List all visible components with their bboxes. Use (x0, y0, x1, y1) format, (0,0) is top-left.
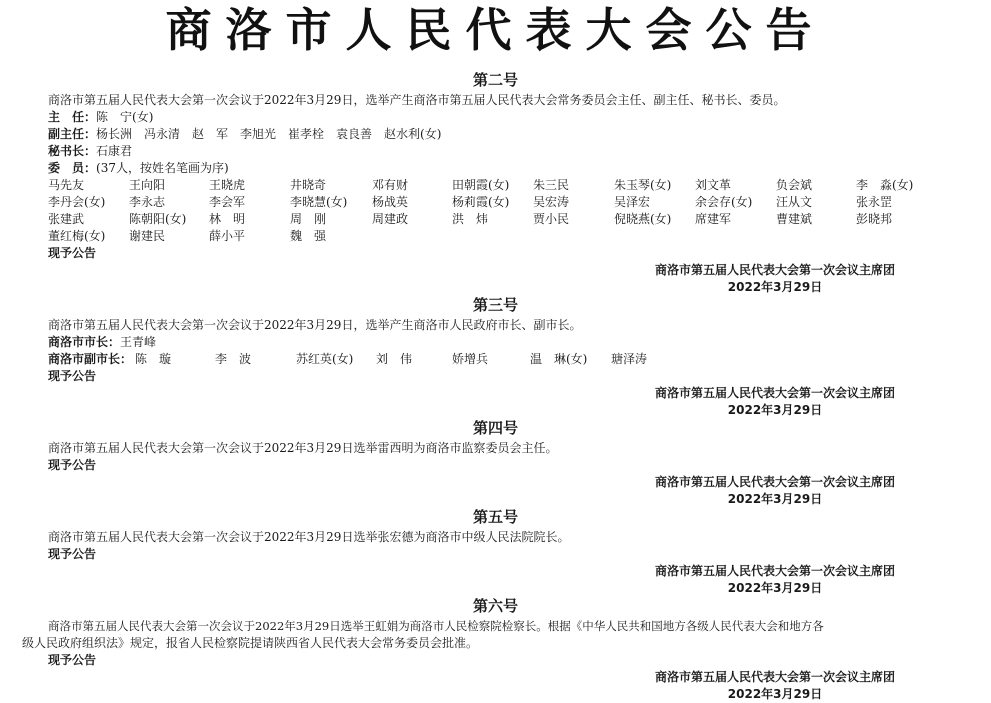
section-5-body: 商洛市第五届人民代表大会第一次会议于2022年3月29日选举张宏德为商洛市中级人民法院院长。 (48, 530, 570, 544)
member-name: 杨莉霞(女) (452, 195, 510, 209)
member-name: 李会军 (209, 195, 246, 209)
section-6-number: 第六号 (472, 597, 518, 615)
section-3-body: 商洛市第五届人民代表大会第一次会议于2022年3月29日，选举产生商洛市人民政府市长、副市长。 (48, 318, 582, 332)
section-2-date: 2022年3月29日 (727, 280, 823, 294)
member-name: 井晓奇 (290, 178, 327, 192)
section-3-number: 第三号 (472, 296, 518, 314)
member-name: 田朝霞(女) (452, 178, 510, 192)
members-count: (37人，按姓名笔画为序) (96, 161, 229, 175)
deputy-director-label: 副主任： (48, 127, 97, 141)
section-3-signer: 商洛市第五届人民代表大会第一次会议主席团 (654, 386, 895, 400)
member-name: 周建政 (372, 212, 409, 226)
section-6-body-line2: 级人民政府组织法》规定，报省人民检察院提请陕西省人民代表大会常务委员会批准。 (22, 636, 479, 650)
member-name: 吴泽宏 (614, 195, 651, 209)
secretary-general-label: 秘书长： (48, 144, 97, 158)
section-5-notice: 现予公告 (48, 547, 97, 561)
vice-mayor-label: 商洛市副市长： (48, 352, 133, 366)
section-3-date: 2022年3月29日 (727, 403, 823, 417)
member-name: 朱玉琴(女) (614, 178, 672, 192)
member-name: 贾小民 (533, 212, 570, 226)
section-2-number: 第二号 (472, 71, 518, 89)
section-4-date: 2022年3月29日 (727, 492, 823, 506)
section-4-notice: 现予公告 (48, 458, 97, 472)
member-name: 薛小平 (209, 229, 246, 243)
secretary-general-line (48, 143, 132, 160)
section-2-body: 商洛市第五届人民代表大会第一次会议于2022年3月29日，选举产生商洛市第五届人民代表大会常务委员会主任、副主任、秘书长、委员。 (48, 93, 786, 107)
section-3-notice: 现予公告 (48, 369, 97, 383)
deputy-director-line (48, 126, 441, 143)
member-name: 彭晓邦 (856, 212, 893, 226)
member-name: 李 淼(女) (856, 178, 914, 192)
mayor-line (48, 334, 156, 351)
member-name: 余会存(女) (695, 195, 753, 209)
member-name: 陈朝阳(女) (129, 212, 187, 226)
mayor-name: 王青峰 (120, 335, 157, 349)
vice-mayor-name: 瑭泽涛 (611, 352, 648, 366)
director-label: 主 任： (48, 110, 97, 124)
member-name: 李丹会(女) (48, 195, 106, 209)
section-5-signer: 商洛市第五届人民代表大会第一次会议主席团 (654, 564, 895, 578)
section-2-signer: 商洛市第五届人民代表大会第一次会议主席团 (654, 263, 895, 277)
section-4-number: 第四号 (472, 419, 518, 437)
section-6-date: 2022年3月29日 (727, 687, 823, 701)
member-name: 马先友 (48, 178, 85, 192)
member-name: 洪 炜 (452, 212, 489, 226)
member-name: 周 刚 (290, 212, 327, 226)
section-6-signer: 商洛市第五届人民代表大会第一次会议主席团 (654, 670, 895, 684)
member-name: 吴宏涛 (533, 195, 570, 209)
member-name: 李晓慧(女) (290, 195, 348, 209)
member-name: 曹建斌 (776, 212, 813, 226)
section-4-body: 商洛市第五届人民代表大会第一次会议于2022年3月29日选举雷西明为商洛市监察委员会主任。 (48, 441, 558, 455)
section-5-number: 第五号 (472, 508, 518, 526)
section-2-notice: 现予公告 (48, 246, 97, 260)
member-name: 倪晓燕(女) (614, 212, 672, 226)
member-name: 王向阳 (129, 178, 166, 192)
member-name: 王晓虎 (209, 178, 246, 192)
vice-mayor-name: 陈 璇 (135, 352, 172, 366)
member-name: 林 明 (209, 212, 246, 226)
vice-mayor-name: 李 波 (215, 352, 252, 366)
mayor-label: 商洛市市长： (48, 335, 121, 349)
vice-mayor-name: 苏红英(女) (296, 352, 354, 366)
member-name: 魏 强 (290, 229, 327, 243)
member-name: 邓有财 (372, 178, 409, 192)
member-name: 李永志 (129, 195, 166, 209)
member-name: 张建武 (48, 212, 85, 226)
section-4-signer: 商洛市第五届人民代表大会第一次会议主席团 (654, 475, 895, 489)
vice-mayor-name: 刘 伟 (376, 352, 413, 366)
vice-mayor-name: 温 琳(女) (530, 352, 588, 366)
members-line (48, 160, 229, 177)
member-name: 谢建民 (129, 229, 166, 243)
section-6-notice: 现予公告 (48, 653, 97, 667)
section-5-date: 2022年3月29日 (727, 581, 823, 595)
member-name: 刘文革 (695, 178, 732, 192)
member-name: 朱三民 (533, 178, 570, 192)
member-name: 董红梅(女) (48, 229, 106, 243)
members-label: 委 员： (48, 161, 97, 175)
member-name: 杨战英 (372, 195, 409, 209)
page-title: 商洛市人民代表大会公告 (165, 3, 826, 57)
director-line (48, 109, 153, 126)
member-name: 席建军 (695, 212, 732, 226)
director-value: 陈 宁(女) (96, 110, 154, 124)
member-name: 张永罡 (856, 195, 893, 209)
vice-mayor-name: 娇增兵 (452, 352, 489, 366)
member-name: 汪从文 (776, 195, 813, 209)
secretary-general-value: 石康君 (96, 144, 133, 158)
section-6-body-line1: 商洛市第五届人民代表大会第一次会议于2022年3月29日选举王虹娟为商洛市人民检察院检察长。根据《中华人民共和国地方各级人民代表大会和地方各 (48, 619, 824, 633)
member-name: 负会斌 (776, 178, 813, 192)
deputy-director-value: 杨长洲 冯永清 赵 军 李旭光 崔孝栓 袁良善 赵水利(女) (96, 127, 442, 141)
